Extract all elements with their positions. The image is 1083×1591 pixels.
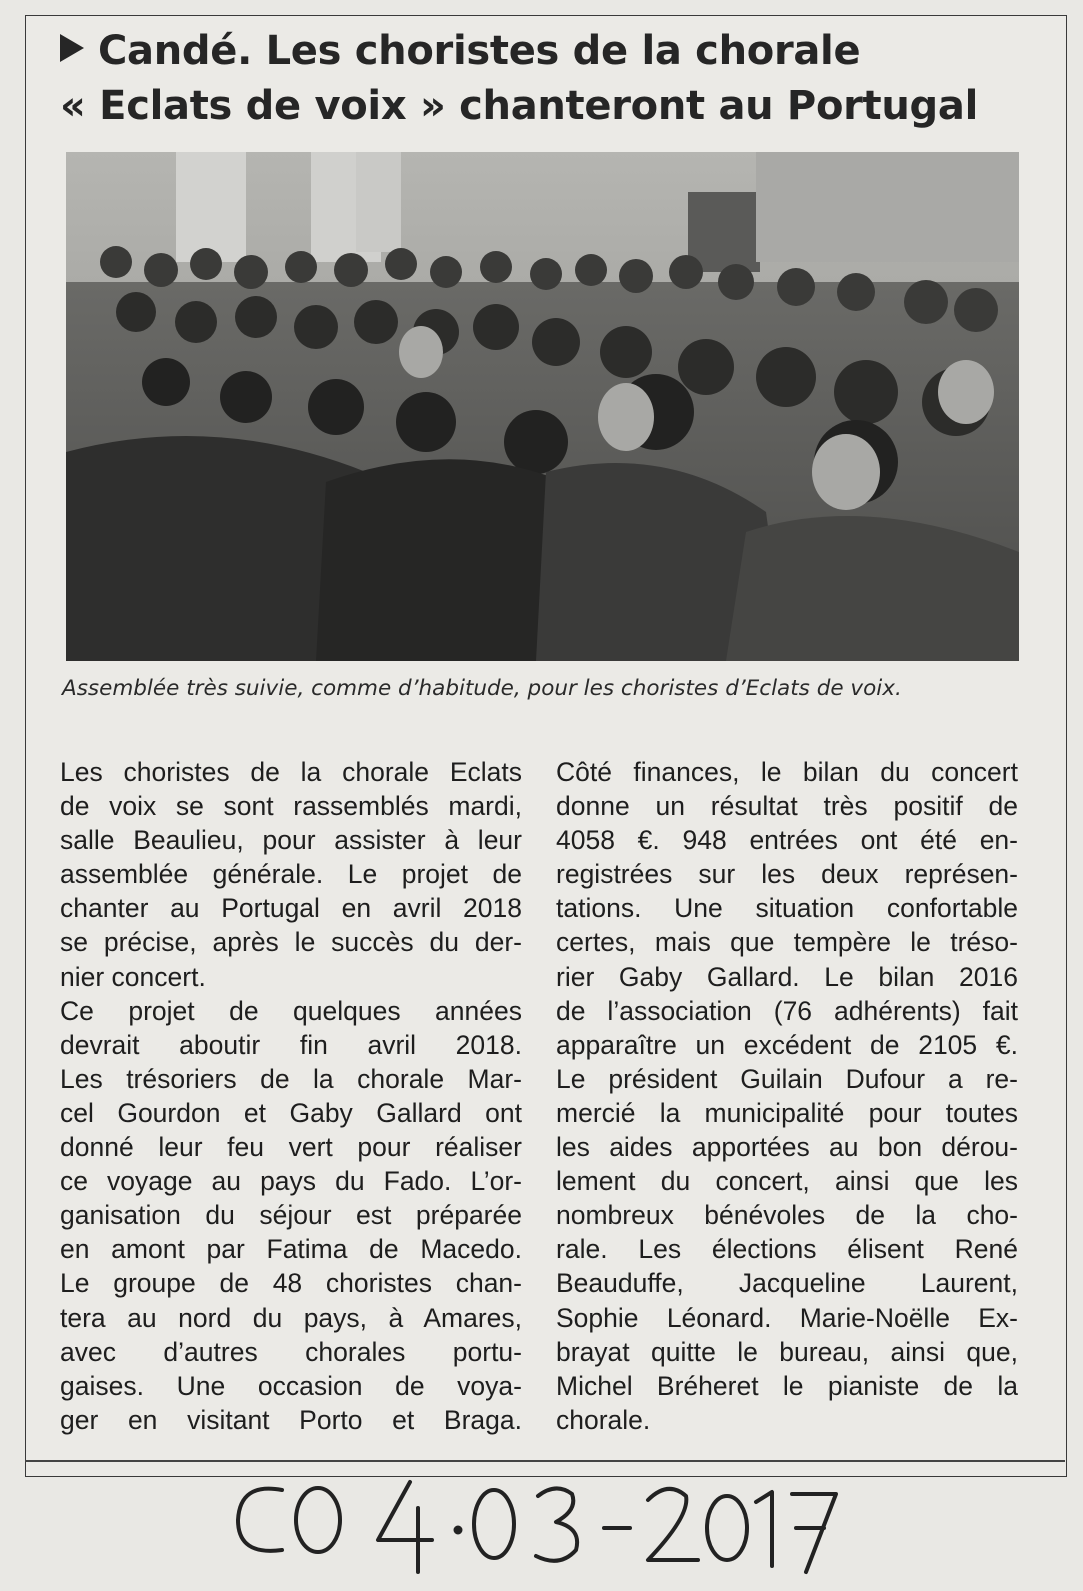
text-line: Sophie Léonard. Marie-Noëlle Ex- — [556, 1302, 1018, 1333]
text-line: cel Gourdon et Gaby Gallard ont — [60, 1097, 522, 1128]
photo-caption: Assemblée très suivie, comme d’habitude, pour les choristes d’Eclats de voix. — [62, 676, 902, 701]
text-line: tations. Une situation confortable — [556, 893, 1018, 924]
text-line: rale. Les élections élisent René — [556, 1234, 1018, 1265]
text-line: tera au nord du pays, à Amares, — [60, 1302, 522, 1333]
text-line: Michel Bréheret le pianiste de la — [556, 1370, 1018, 1401]
text-line: registrées sur les deux représen- — [556, 859, 1018, 890]
text-line: 4058 €. 948 entrées ont été en- — [556, 825, 1018, 856]
text-line: Le groupe de 48 choristes chan- — [60, 1268, 522, 1299]
text-line: ce voyage au pays du Fado. L’or- — [60, 1166, 522, 1197]
text-line: lement du concert, ainsi que les — [556, 1166, 1018, 1197]
article-photo — [66, 152, 1019, 661]
article-column-left — [60, 755, 522, 1437]
bullet-triangle-icon — [60, 34, 84, 62]
text-line: brayat quitte le bureau, ainsi que, — [556, 1336, 1018, 1367]
text-line: salle Beaulieu, pour assister à leur — [60, 825, 522, 856]
handwritten-date-annotation — [0, 1468, 1083, 1578]
clipping-bottom-edge — [25, 1460, 1065, 1462]
text-line: Les trésoriers de la chorale Mar- — [60, 1063, 522, 1094]
text-line: rier Gaby Gallard. Le bilan 2016 — [556, 961, 1018, 992]
headline-line-1: Candé. Les choristes de la chorale — [98, 28, 861, 74]
text-line: Les choristes de la chorale Eclats — [60, 757, 522, 787]
text-line: Le président Guilain Dufour a re- — [556, 1063, 1018, 1094]
headline-line-2: « Eclats de voix » chanteront au Portugal — [60, 83, 978, 129]
text-line: de l’association (76 adhérents) fait — [556, 995, 1018, 1026]
article-column-right — [556, 755, 1018, 1437]
text-line: mercié la municipalité pour toutes — [556, 1097, 1018, 1128]
text-line: ganisation du séjour est préparée — [60, 1200, 522, 1231]
text-line: apparaître un excédent de 2105 €. — [556, 1029, 1018, 1060]
text-line: ger en visitant Porto et Braga. — [60, 1404, 522, 1435]
text-line: se précise, après le succès du der- — [60, 927, 522, 958]
text-line: certes, mais que tempère le tréso- — [556, 927, 1018, 958]
text-line: avec d’autres chorales portu- — [60, 1336, 522, 1367]
text-line: Beauduffe, Jacqueline Laurent, — [556, 1268, 1018, 1299]
text-line: en amont par Fatima de Macedo. — [60, 1234, 522, 1265]
text-line: de voix se sont rassemblés mardi, — [60, 791, 522, 822]
text-line: devrait aboutir fin avril 2018. — [60, 1029, 522, 1060]
text-line: Côté finances, le bilan du concert — [556, 757, 1018, 787]
text-line: chanter au Portugal en avril 2018 — [60, 893, 522, 924]
text-line: donné leur feu vert pour réaliser — [60, 1132, 522, 1163]
text-line: Ce projet de quelques années — [60, 995, 522, 1026]
text-line: chorale. — [556, 1404, 651, 1435]
text-line: gaises. Une occasion de voya- — [60, 1370, 522, 1401]
article-headline — [60, 24, 1020, 134]
text-line: nier concert. — [60, 961, 206, 992]
text-line: les aides apportées au bon dérou- — [556, 1132, 1018, 1163]
text-line: assemblée générale. Le projet de — [60, 859, 522, 890]
audience-photo-illustration — [66, 152, 1019, 661]
text-line: nombreux bénévoles de la cho- — [556, 1200, 1018, 1231]
text-line: donne un résultat très positif de — [556, 791, 1018, 822]
